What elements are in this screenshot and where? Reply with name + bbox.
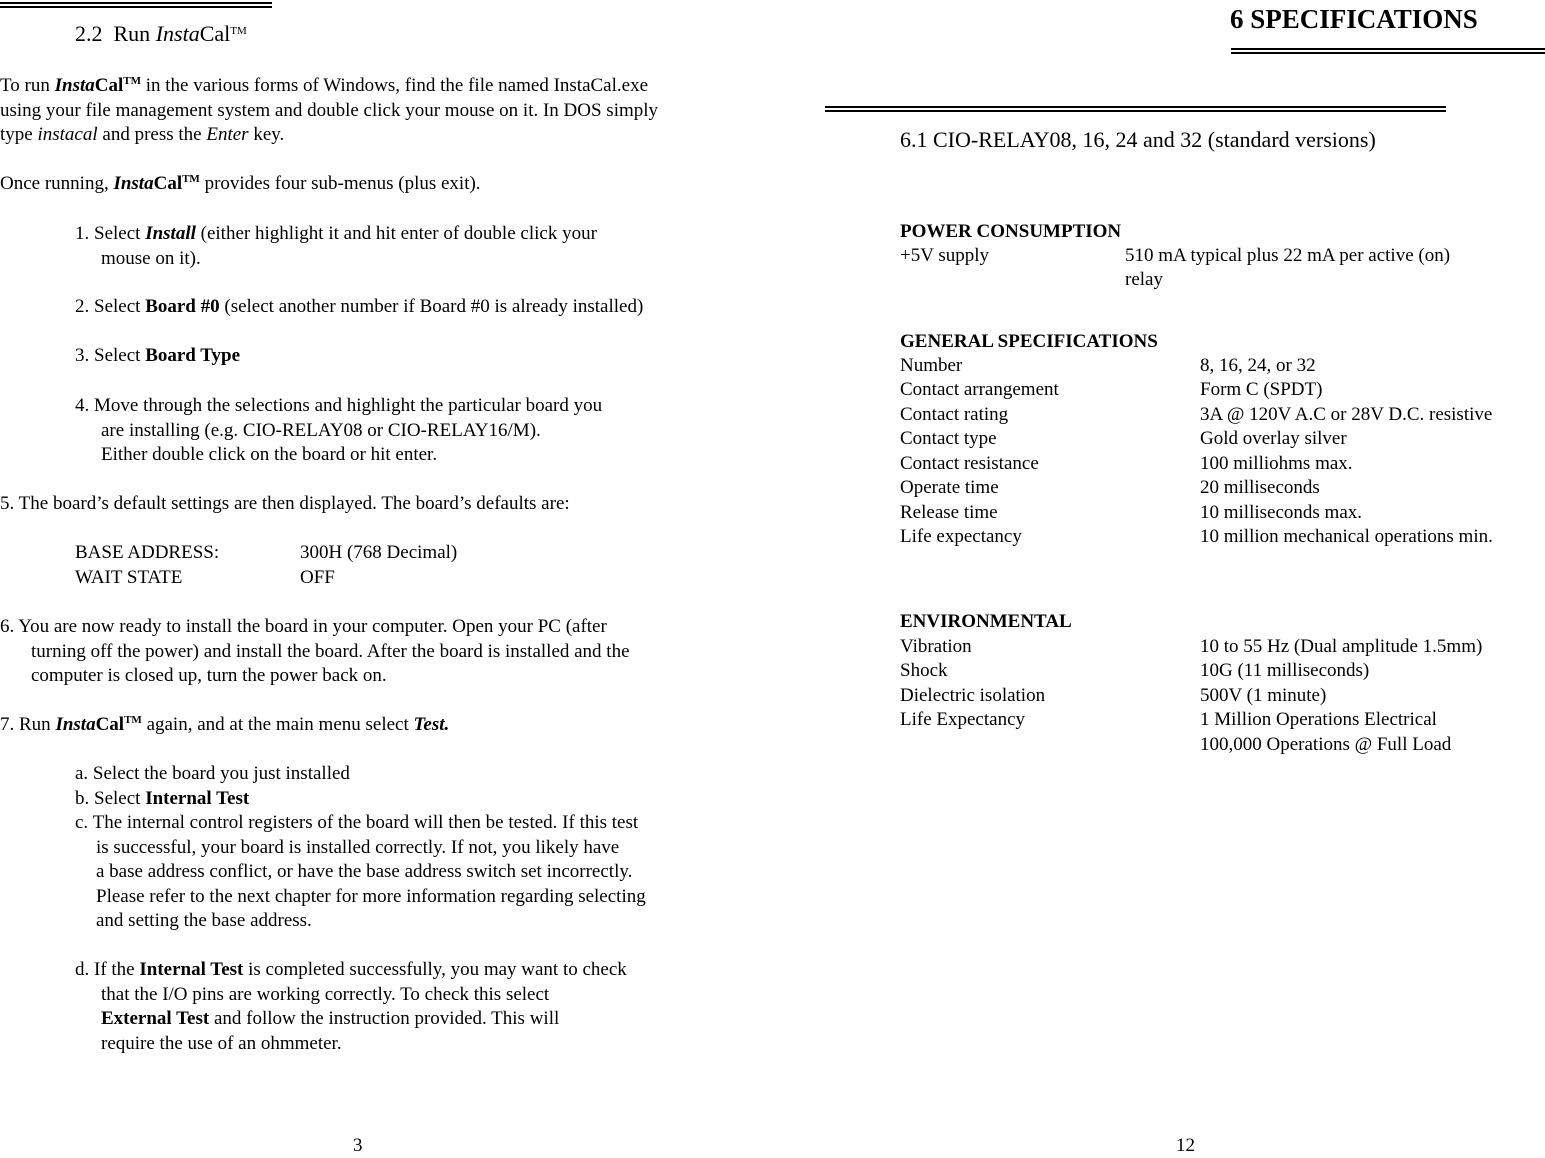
step-6-line3: computer is closed up, turn the power back on.: [31, 665, 387, 686]
spec-value: 8, 16, 24, or 32: [1200, 355, 1316, 376]
environmental-heading: ENVIRONMENTAL: [900, 611, 1072, 632]
spec-value: 10 million mechanical operations min.: [1200, 526, 1493, 547]
substep-a: a. Select the board you just installed: [75, 763, 350, 784]
substep-c-line2: is successful, your board is installed correctly. If not, you likely have: [96, 837, 620, 858]
intro-paragraph-line1: To run InstaCal™ in the various forms of Windows, find the file named InstaCal.exe: [0, 75, 649, 96]
substep-c-line1: c. The internal control registers of the board will then be tested. If this test: [75, 812, 639, 833]
step-7: 7. Run InstaCal™ again, and at the main menu select Test.: [0, 714, 450, 735]
step-1: 1. Select Install (either highlight it and hit enter of double click your: [75, 223, 597, 244]
substep-d-line2: that the I/O pins are working correctly. To check this select: [101, 984, 550, 1005]
intro-paragraph-line3: type instacal and press the Enter key.: [0, 124, 285, 145]
spec-value: 1 Million Operations Electrical: [1200, 709, 1437, 730]
section-heading-2-2: [75, 22, 247, 46]
step-4-line1: 4. Move through the selections and highlight the particular board you: [75, 395, 603, 416]
step-4-line2: are installing (e.g. CIO-RELAY08 or CIO-RELAY16/M).: [101, 420, 541, 441]
step-4-line3: Either double click on the board or hit enter.: [101, 444, 438, 465]
top-rule-left: [0, 2, 272, 8]
substep-c-line4: Please refer to the next chapter for more information regarding selecting: [96, 886, 646, 907]
spec-label: Contact rating: [900, 404, 1009, 425]
step-6-line2: turning off the power) and install the board. After the board is installed and the: [31, 641, 630, 662]
substep-d-line4: require the use of an ohmmeter.: [101, 1033, 342, 1054]
spec-value: 10G (11 milliseconds): [1200, 660, 1370, 681]
spec-label: Contact arrangement: [900, 379, 1059, 400]
default-base-address-value: 300H (768 Decimal): [300, 542, 458, 563]
default-wait-state-value: OFF: [300, 567, 335, 588]
spec-label: +5V supply: [900, 245, 990, 266]
spec-value-continued: relay: [1125, 269, 1163, 290]
page-number-left: 3: [353, 1135, 363, 1156]
chapter-rule: [1231, 48, 1545, 54]
general-specifications-heading: GENERAL SPECIFICATIONS: [900, 331, 1158, 352]
app-name-cal: Cal: [199, 21, 231, 46]
section-heading-6-1: 6.1 CIO-RELAY08, 16, 24 and 32 (standard versions): [900, 127, 1376, 152]
default-base-address-key: BASE ADDRESS:: [75, 542, 220, 563]
spec-label: Release time: [900, 502, 998, 523]
spec-value: 3A @ 120V A.C or 28V D.C. resistive: [1200, 404, 1493, 425]
step-2: 2. Select Board #0 (select another number if Board #0 is already installed): [75, 296, 644, 317]
enter-key: Enter: [206, 124, 249, 145]
spec-value: Gold overlay silver: [1200, 428, 1347, 449]
step-1-line2: mouse on it).: [101, 248, 201, 269]
spec-value: 510 mA typical plus 22 mA per active (on): [1125, 245, 1451, 266]
intro-paragraph-2: Once running, InstaCal™ provides four sub-menus (plus exit).: [0, 173, 481, 194]
substep-d-line1: d. If the Internal Test is completed successfully, you may want to check: [75, 959, 627, 980]
substep-c-line3: a base address conflict, or have the base address switch set incorrectly.: [96, 861, 633, 882]
app-name-italic: Insta: [155, 21, 200, 46]
command-instacal: instacal: [37, 124, 98, 145]
spec-label: Shock: [900, 660, 948, 681]
spec-label: Operate time: [900, 477, 999, 498]
trademark: TM: [230, 25, 247, 37]
spec-label: Contact resistance: [900, 453, 1039, 474]
default-wait-state-key: WAIT STATE: [75, 567, 183, 588]
spec-label: Life Expectancy: [900, 709, 1026, 730]
spec-label: Number: [900, 355, 963, 376]
step-5: 5. The board’s default settings are then displayed. The board’s defaults are:: [0, 493, 570, 514]
step-3: 3. Select Board Type: [75, 345, 241, 366]
spec-label: Contact type: [900, 428, 997, 449]
spec-value: 100 milliohms max.: [1200, 453, 1353, 474]
section-title-prefix: Run: [113, 21, 151, 46]
spec-label: Life expectancy: [900, 526, 1022, 547]
section-rule: [825, 106, 1446, 112]
substep-d-line3: External Test and follow the instruction provided. This will: [101, 1008, 560, 1029]
spec-value: 10 to 55 Hz (Dual amplitude 1.5mm): [1200, 636, 1483, 657]
spec-value: Form C (SPDT): [1200, 379, 1323, 400]
chapter-title: 6 SPECIFICATIONS: [1230, 4, 1478, 34]
section-number: 2.2: [75, 21, 103, 46]
page-number-right: 12: [1176, 1135, 1195, 1156]
spec-value: 500V (1 minute): [1200, 685, 1327, 706]
power-consumption-heading: POWER CONSUMPTION: [900, 221, 1122, 242]
spec-label: Dielectric isolation: [900, 685, 1046, 706]
spec-label: Vibration: [900, 636, 972, 657]
spec-value: 20 milliseconds: [1200, 477, 1320, 498]
step-6-line1: 6. You are now ready to install the board in your computer. Open your PC (after: [0, 616, 607, 637]
substep-c-line5: and setting the base address.: [96, 910, 312, 931]
substep-b: b. Select Internal Test: [75, 788, 250, 809]
spec-value-continued: 100,000 Operations @ Full Load: [1200, 734, 1452, 755]
intro-paragraph-line2: using your file management system and double click your mouse on it. In DOS simply: [0, 100, 659, 121]
spec-value: 10 milliseconds max.: [1200, 502, 1363, 523]
